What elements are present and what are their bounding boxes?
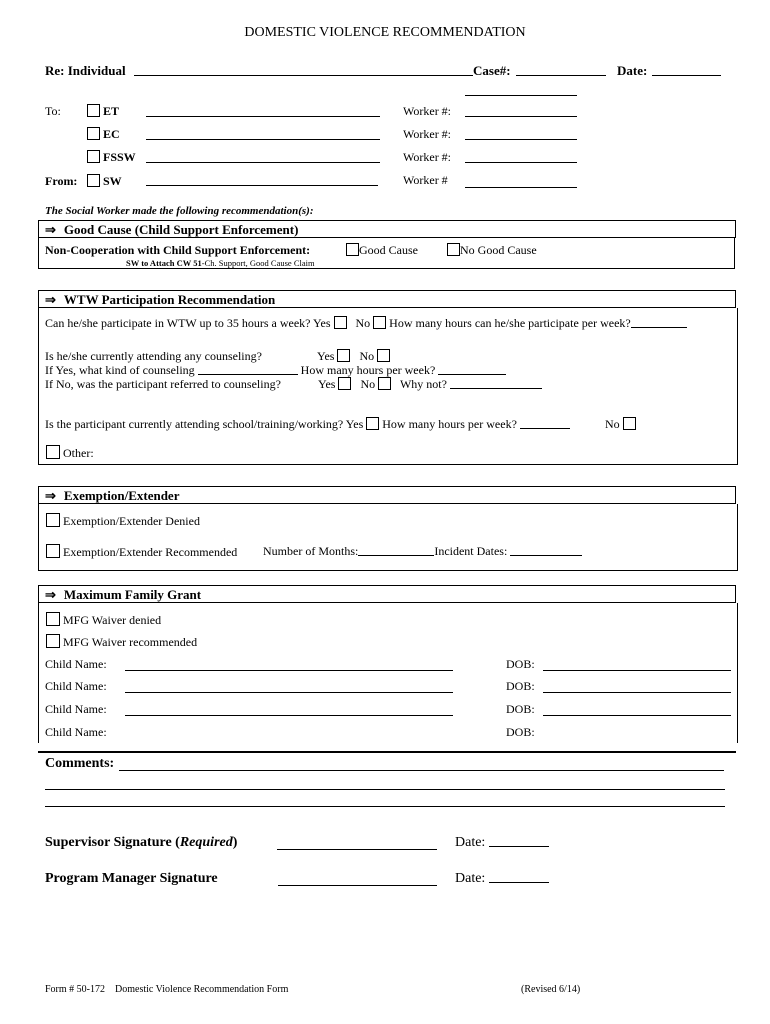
right-arrow-icon: ⇒ [45, 292, 56, 307]
page-title: DOMESTIC VIOLENCE RECOMMENDATION [244, 25, 526, 40]
wtw-q3: If Yes, what kind of counseling How many hours per week? [45, 363, 506, 378]
school-hours-field[interactable] [520, 417, 570, 429]
wtw-q5: Is the participant currently attending school/training/working? Yes How many hours per week? [45, 417, 570, 432]
mfg-header [38, 585, 736, 603]
school-no-checkbox[interactable] [623, 417, 636, 430]
manager-signature-field[interactable] [278, 885, 437, 886]
from-label: From: [45, 174, 78, 188]
wtw-header [38, 290, 736, 308]
dob-label: DOB: [506, 702, 535, 716]
exemption-header [38, 486, 736, 504]
wtw-q4-answers: Yes No Why not? [318, 377, 542, 392]
exemption-title: Exemption/Extender [63, 488, 180, 503]
sw-checkbox[interactable] [87, 174, 100, 187]
right-arrow-icon: ⇒ [45, 587, 56, 602]
manager-signature-label: Program Manager Signature [45, 871, 218, 886]
mfg-denied-option: MFG Waiver denied [46, 612, 161, 628]
ec-checkbox[interactable] [87, 127, 100, 140]
cw51-note: SW to Attach CW 51-Ch. Support, Good Cause Claim [126, 258, 315, 268]
mfg-recommended-option: MFG Waiver recommended [46, 634, 197, 650]
individual-field[interactable] [134, 75, 473, 76]
child-name-label: Child Name: [45, 679, 107, 693]
section-divider [38, 751, 736, 753]
wtw-q2: Is he/she currently attending any counseling? [45, 349, 262, 363]
dob-field[interactable] [543, 670, 731, 671]
good-cause-title: Good Cause (Child Support Enforcement) [63, 222, 299, 237]
other-checkbox[interactable] [46, 445, 60, 459]
exemption-recommended-checkbox[interactable] [46, 544, 60, 558]
worker-label: Worker #: [403, 104, 452, 118]
to-row-ec [87, 127, 120, 142]
no-good-cause-checkbox[interactable] [447, 243, 460, 256]
supervisor-date-field[interactable] [489, 835, 549, 847]
mfg-denied-checkbox[interactable] [46, 612, 60, 626]
supervisor-signature-label: Supervisor Signature (Required) [45, 835, 238, 850]
date-field[interactable] [652, 75, 721, 76]
worker-field[interactable] [465, 187, 577, 188]
comments-field[interactable] [45, 789, 725, 790]
dob-field[interactable] [543, 715, 731, 716]
child-name-label: Child Name: [45, 657, 107, 671]
et-name-field[interactable] [146, 116, 380, 117]
referred-yes-checkbox[interactable] [338, 377, 351, 390]
case-field[interactable] [516, 75, 606, 76]
fssw-checkbox[interactable] [87, 150, 100, 163]
referred-no-checkbox[interactable] [378, 377, 391, 390]
exemption-denied-option: Exemption/Extender Denied [46, 513, 200, 529]
dob-label: DOB: [506, 657, 535, 671]
to-row-et [87, 104, 119, 119]
supervisor-date: Date: [455, 835, 549, 851]
months-field[interactable] [358, 544, 434, 556]
from-row-sw [87, 174, 122, 189]
other-option: Other: [46, 445, 94, 461]
supervisor-signature-field[interactable] [277, 849, 437, 850]
good-cause-checkbox[interactable] [346, 243, 359, 256]
worker-label: Worker # [403, 173, 448, 187]
child-name-field[interactable] [125, 715, 453, 716]
incident-dates-field[interactable] [510, 544, 582, 556]
wtw-yes-checkbox[interactable] [334, 316, 347, 329]
counseling-no-checkbox[interactable] [377, 349, 390, 362]
right-arrow-icon: ⇒ [45, 488, 56, 503]
why-not-field[interactable] [450, 377, 542, 389]
revised-date: (Revised 6/14) [521, 984, 581, 995]
worker-label: Worker #: [403, 127, 452, 141]
exemption-denied-checkbox[interactable] [46, 513, 60, 527]
counseling-hours-field[interactable] [438, 363, 506, 375]
mfg-title: Maximum Family Grant [63, 587, 202, 602]
intro-text: The Social Worker made the following recommendation(s): [45, 205, 314, 217]
school-yes-checkbox[interactable] [366, 417, 379, 430]
fssw-label: FSSW [103, 150, 136, 164]
school-no-option: No [605, 417, 636, 432]
child-name-label: Child Name: [45, 725, 107, 739]
extra-line [465, 95, 577, 96]
worker-field[interactable] [465, 162, 577, 163]
comments-field[interactable] [119, 770, 724, 771]
case-label: Case#: [473, 63, 511, 78]
ec-name-field[interactable] [146, 139, 380, 140]
form-number: Form # 50-172 Domestic Violence Recommendation Form [45, 984, 289, 995]
fssw-name-field[interactable] [146, 162, 380, 163]
good-cause-header [38, 220, 736, 238]
wtw-no-checkbox[interactable] [373, 316, 386, 329]
dob-field[interactable] [543, 692, 731, 693]
counseling-yes-checkbox[interactable] [337, 349, 350, 362]
to-row-fssw [87, 150, 136, 165]
manager-date-field[interactable] [489, 871, 549, 883]
wtw-hours-field[interactable] [631, 316, 687, 328]
wtw-q4: If No, was the participant referred to counseling? [45, 377, 281, 391]
to-label: To: [45, 104, 61, 118]
et-checkbox[interactable] [87, 104, 100, 117]
good-cause-option: Good Cause [346, 243, 418, 258]
no-good-cause-option: No Good Cause [447, 243, 537, 258]
months-incident: Number of Months: Incident Dates: [263, 544, 582, 559]
re-individual-label: Re: Individual [45, 63, 126, 78]
child-name-field[interactable] [125, 692, 453, 693]
ec-label: EC [103, 127, 120, 141]
non-cooperation-label: Non-Cooperation with Child Support Enforcement: [45, 243, 311, 257]
exemption-recommended-option: Exemption/Extender Recommended [46, 544, 237, 560]
sw-name-field[interactable] [146, 185, 378, 186]
mfg-recommended-checkbox[interactable] [46, 634, 60, 648]
wtw-q1: Can he/she participate in WTW up to 35 hours a week? Yes No How many hours can he/she participate per week? [45, 316, 687, 331]
manager-date: Date: [455, 871, 549, 887]
comments-label: Comments: [45, 756, 115, 771]
comments-field[interactable] [45, 806, 725, 807]
sw-label: SW [103, 174, 122, 188]
et-label: ET [103, 104, 120, 118]
wtw-q2-answers: Yes No [317, 349, 390, 364]
child-name-label: Child Name: [45, 702, 107, 716]
wtw-title: WTW Participation Recommendation [63, 292, 276, 307]
worker-label: Worker #: [403, 150, 452, 164]
worker-field[interactable] [465, 116, 577, 117]
worker-field[interactable] [465, 139, 577, 140]
dob-label: DOB: [506, 679, 535, 693]
counseling-kind-field[interactable] [198, 363, 298, 375]
dob-label: DOB: [506, 725, 535, 739]
date-label: Date: [617, 63, 648, 78]
child-name-field[interactable] [125, 670, 453, 671]
right-arrow-icon: ⇒ [45, 222, 56, 237]
